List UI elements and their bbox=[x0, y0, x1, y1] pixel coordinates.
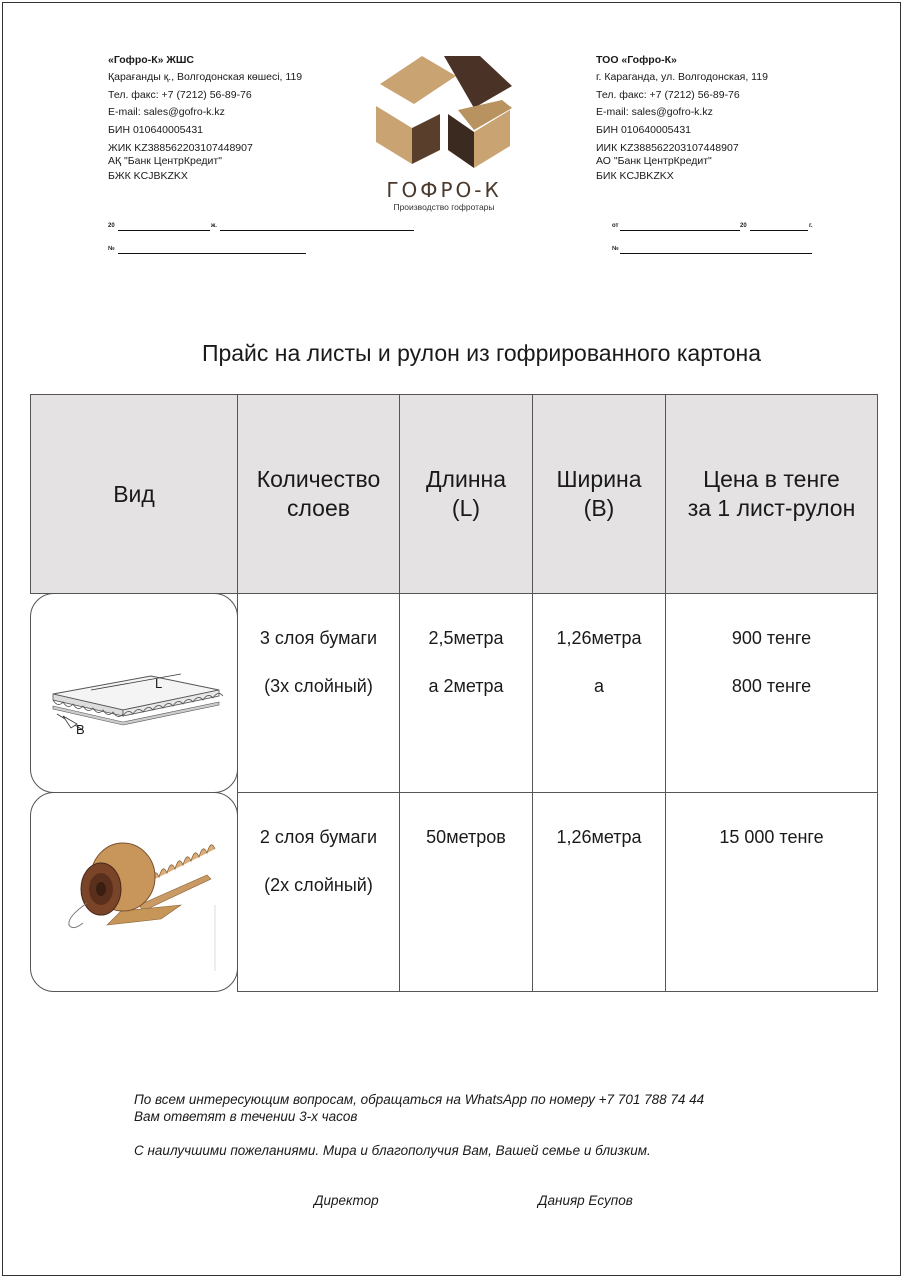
blank-date-left bbox=[108, 222, 308, 234]
blank-line bbox=[620, 222, 740, 231]
footer-wishes: С наилучшими пожеланиями. Мира и благополучия Вам, Вашей семье и близким. bbox=[134, 1143, 651, 1158]
email-ru: E-mail: sales@gofro-k.kz bbox=[596, 106, 713, 119]
row2-length-line1: 50метров bbox=[426, 827, 506, 847]
address-kz: Қарағанды қ., Волгодонская көшесі, 119 bbox=[108, 71, 303, 84]
blank-line bbox=[118, 245, 306, 254]
bin-kz: БИН 010640005431 bbox=[108, 123, 204, 136]
row1-image-cell bbox=[30, 593, 238, 793]
header-width bbox=[532, 394, 666, 594]
row1-layers-line2: (3х слойный) bbox=[264, 676, 373, 696]
blank-year-prefix: 20 bbox=[740, 223, 747, 229]
blank-year-prefix: 20 bbox=[108, 223, 115, 229]
row2-layers-line2: (2х слойный) bbox=[264, 875, 373, 895]
row1-length-line2: а 2метра bbox=[428, 676, 504, 696]
blank-number-right bbox=[612, 245, 822, 257]
blank-line bbox=[620, 245, 812, 254]
header-layers-line2: слоев bbox=[287, 495, 350, 521]
header-price bbox=[665, 394, 878, 594]
logo-name: ГОФРО-К bbox=[386, 178, 502, 202]
bin-ru: БИН 010640005431 bbox=[596, 123, 692, 136]
logo-tagline: Производство гофротары bbox=[393, 202, 495, 212]
blank-line bbox=[750, 222, 808, 231]
blank-number-left bbox=[108, 245, 308, 257]
address-ru: г. Караганда, ул. Волгодонская, 119 bbox=[596, 71, 768, 84]
requisites-kz bbox=[108, 52, 302, 184]
row1-price bbox=[665, 593, 878, 793]
footer-response-line: Вам ответят в течении 3-х часов bbox=[134, 1109, 358, 1124]
blank-date-right bbox=[612, 222, 822, 234]
row2-price-line1: 15 000 тенге bbox=[719, 827, 824, 847]
blank-number-label: № bbox=[612, 246, 619, 252]
footer-contact-line: По всем интересующим вопросам, обращаться на WhatsApp по номеру +7 701 788 74 44 bbox=[134, 1092, 705, 1107]
row2-layers bbox=[237, 792, 400, 992]
row1-length-line1: 2,5метра bbox=[428, 628, 504, 648]
sheet-width-label: B bbox=[76, 722, 85, 737]
bik-ru: БИК KCJBKZKX bbox=[596, 170, 674, 183]
row2-price bbox=[665, 792, 878, 992]
header-length-line2: (L) bbox=[451, 495, 481, 521]
corrugated-roll-icon bbox=[31, 793, 237, 991]
header-price-line2: за 1 лист-рулон bbox=[687, 495, 856, 521]
email-kz: E-mail: sales@gofro-k.kz bbox=[108, 106, 225, 119]
signature-position: Директор bbox=[314, 1193, 379, 1208]
row2-length bbox=[399, 792, 533, 992]
blank-line bbox=[118, 222, 210, 231]
row2-layers-line1: 2 слоя бумаги bbox=[259, 827, 378, 847]
header-type bbox=[30, 394, 238, 594]
sheet-length-label: L bbox=[155, 676, 163, 691]
phone-ru: Тел. факс: +7 (7212) 56-89-76 bbox=[596, 88, 740, 101]
blank-year-suffix: г. bbox=[809, 223, 813, 229]
phone-kz: Тел. факс: +7 (7212) 56-89-76 bbox=[108, 88, 252, 101]
row1-price-line1: 900 тенге bbox=[731, 628, 812, 648]
requisites-ru bbox=[596, 52, 768, 184]
corrugated-sheet-icon bbox=[31, 594, 237, 792]
blank-line bbox=[220, 222, 414, 231]
header-length bbox=[399, 394, 533, 594]
header-layers-line1: Количество bbox=[256, 466, 381, 492]
row1-layers bbox=[237, 593, 400, 793]
blank-month-suffix: ж. bbox=[211, 223, 217, 229]
row2-width-line1: 1,26метра bbox=[556, 827, 642, 847]
header-width-line1: Ширина bbox=[556, 466, 642, 492]
row1-width-line1: 1,26метра bbox=[556, 628, 642, 648]
blank-number-label: № bbox=[108, 246, 115, 252]
page-title: Прайс на листы и рулон из гофрированного картона bbox=[201, 340, 762, 366]
company-logo bbox=[362, 52, 526, 212]
header-type-label: Вид bbox=[113, 480, 155, 507]
bik-kz: БЖК KCJBKZKX bbox=[108, 170, 188, 183]
account-kz: ЖИК KZ388562203107448907 bbox=[108, 142, 253, 155]
row1-width bbox=[532, 593, 666, 793]
bank-kz: АҚ "Банк ЦентрКредит" bbox=[108, 155, 222, 168]
footer-contact bbox=[134, 1091, 704, 1125]
bank-ru: АО "Банк ЦентрКредит" bbox=[596, 155, 712, 168]
header-layers bbox=[237, 394, 400, 594]
blank-from-label: от bbox=[612, 223, 619, 229]
row2-image-cell bbox=[30, 792, 238, 992]
row1-price-line2: 800 тенге bbox=[731, 676, 812, 696]
header-width-line2: (B) bbox=[583, 495, 615, 521]
account-ru: ИИК KZ388562203107448907 bbox=[596, 142, 739, 155]
row1-width-line2: а bbox=[593, 676, 604, 696]
header-price-line1: Цена в тенге bbox=[703, 466, 840, 492]
company-name-ru: ТОО «Гофро-К» bbox=[596, 54, 677, 66]
row2-width bbox=[532, 792, 666, 992]
signature-name: Данияр Есупов bbox=[538, 1193, 633, 1208]
company-name-kz: «Гофро-К» ЖШС bbox=[108, 54, 194, 66]
row1-layers-line1: 3 слоя бумаги bbox=[259, 628, 378, 648]
box-logo-icon bbox=[362, 52, 526, 176]
row1-length bbox=[399, 593, 533, 793]
header-length-line1: Длинна bbox=[425, 466, 507, 492]
